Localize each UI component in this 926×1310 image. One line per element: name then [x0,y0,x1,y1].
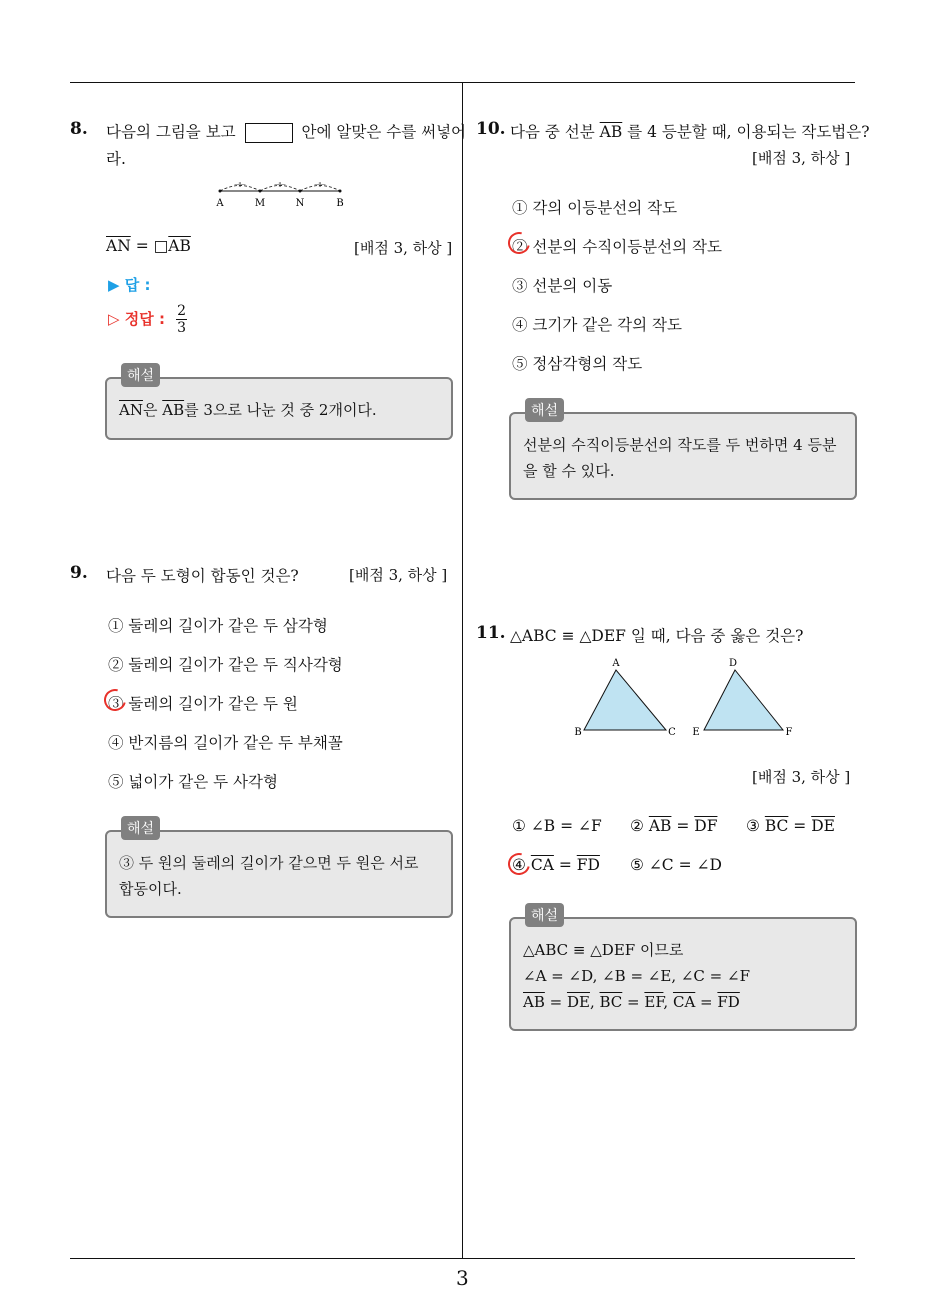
fraction-denominator: 3 [177,320,186,336]
point-label-m: M [254,198,266,209]
segment: $\overline{FD}$ [576,856,600,874]
option-3[interactable]: ③ 선분의 이동 [512,277,613,295]
explanation-part: 를 3으로 나눈 것 중 2개이다. [184,401,377,419]
vertex-label-e: E [692,727,700,738]
segment: $\overline{EF}$ [644,993,664,1011]
vertex-label-d: D [728,658,738,669]
question-number: 11. [476,623,506,643]
segment-ab: $\overline{AB}$ [599,123,623,141]
segment: $\overline{DE}$ [811,817,835,835]
eq: = [622,993,645,1011]
tick-mark: ⊣⊢ [233,181,247,189]
blank-box [245,123,293,143]
segment-ab: $\overline{AB}$ [162,401,185,419]
question-number: 10. [476,119,506,139]
correct-label: ▷ 정답 : [108,310,165,328]
explanation-box [509,908,857,1031]
option-eq: = [671,817,695,835]
segment: $\overline{DE}$ [566,993,590,1011]
point-label-b: B [336,198,344,209]
explanation-tag: 해설 [525,903,564,927]
question-text: 다음 두 도형이 합동인 것은? [106,567,299,585]
explanation-box [509,403,857,500]
tick-mark: ⊣⊢ [313,181,327,189]
segment: $\overline{AB}$ [648,817,672,835]
equation [106,237,191,255]
question-text-part: 안에 알맞은 수를 써넣어 [301,123,467,141]
option-2[interactable]: ② 선분의 수직이등분선의 작도 [512,238,722,256]
explanation-line: 합동이다. [119,880,182,898]
option-2[interactable] [630,817,717,835]
vertex-label-a: A [612,658,620,669]
option-prefix: ④ [512,856,531,874]
explanation-line: ∠A = ∠D, ∠B = ∠E, ∠C = ∠F [523,967,750,985]
explanation-box [105,368,453,440]
explanation-tag: 해설 [121,816,160,840]
score: [배점 3, 하상 ] [752,149,851,167]
option-1[interactable]: ① 각의 이등분선의 작도 [512,199,678,217]
tick-mark: ⊣⊢ [273,181,287,189]
selected-answer-mark [504,849,534,879]
fraction-numerator: 2 [177,303,186,319]
option-1[interactable]: ① 둘레의 길이가 같은 두 삼각형 [108,617,328,635]
question-number: 9. [70,563,88,583]
option-prefix: ② [630,817,649,835]
segment-an: $\overline{AN}$ [119,401,143,419]
correct-answer [108,303,187,336]
page-number: 3 [456,1266,469,1290]
segment: $\overline{BC}$ [599,993,623,1011]
segment: $\overline{CA}$ [530,856,554,874]
option-prefix: ③ [746,817,765,835]
question-number: 8. [70,119,88,139]
explanation-tag: 해설 [525,398,564,422]
option-4[interactable]: ④ 크기가 같은 각의 작도 [512,316,682,334]
option-eq: = [788,817,812,835]
segment: $\overline{AB}$ [523,993,545,1011]
option-5[interactable]: ⑤ ∠C = ∠D [630,856,722,874]
option-2[interactable]: ② 둘레의 길이가 같은 두 직사각형 [108,656,343,674]
segment: $\overline{BC}$ [764,817,789,835]
answer-label: ▶ 답 : [108,276,151,294]
score: [배점 3, 하상 ] [354,239,453,257]
segment: $\overline{CA}$ [672,993,696,1011]
column-divider [462,82,463,1258]
option-1[interactable]: ① ∠B = ∠F [512,817,602,835]
explanation-box [105,821,453,918]
triangles-figure [570,654,800,744]
explanation-text [523,432,836,484]
question-text-part: 다음 중 선분 [510,123,600,141]
score: [배점 3, 하상 ] [349,566,448,584]
explanation-line: ③ 두 원의 둘레의 길이가 같으면 두 원은 서로 [119,854,419,872]
point-label-a: A [216,198,224,209]
fraction [176,303,187,336]
segment-figure [210,176,350,210]
option-eq: = [553,856,577,874]
explanation-text [523,937,750,1015]
explanation-line: 선분의 수직이등분선의 작도를 두 번하면 4 등분 [523,436,837,454]
segment: $\overline{FD}$ [717,993,740,1011]
explanation-part: 은 [142,401,163,419]
eq: = [695,993,718,1011]
bottom-rule [70,1258,855,1259]
score: [배점 3, 하상 ] [752,768,851,786]
question-text-part: 다음의 그림을 보고 [106,123,236,141]
explanation-line [523,989,750,1015]
sep: , [589,993,600,1011]
option-5[interactable]: ⑤ 정삼각형의 작도 [512,355,643,373]
explanation-text [119,850,418,902]
option-3[interactable] [746,817,835,835]
eq: = [544,993,567,1011]
question-text: △ABC ≡ △DEF 일 때, 다음 중 옳은 것은? [510,627,804,645]
point-label-n: N [295,198,305,209]
explanation-line: 을 할 수 있다. [523,462,615,480]
vertex-label-f: F [785,727,793,738]
explanation-tag: 해설 [121,363,160,387]
equation-eq: = □ [130,237,169,255]
option-4[interactable]: ④ 반지름의 길이가 같은 두 부채꼴 [108,734,343,752]
option-3[interactable]: ③ 둘레의 길이가 같은 두 원 [108,695,298,713]
question-text [510,120,870,142]
explanation-line: △ABC ≡ △DEF 이므로 [523,941,684,959]
segment: $\overline{DF}$ [694,817,718,835]
question-text-line2: 라. [106,150,126,168]
question-text-part: 를 4 등분할 때, 이용되는 작도법은? [622,123,870,141]
vertex-label-b: B [574,727,582,738]
segment-an: $\overline{AN}$ [106,237,131,255]
question-text [106,120,466,143]
explanation-text [119,397,377,423]
option-5[interactable]: ⑤ 넓이가 같은 두 사각형 [108,773,278,791]
sep: , [663,993,673,1011]
vertex-label-c: C [668,727,676,738]
segment-ab: $\overline{AB}$ [168,237,191,255]
